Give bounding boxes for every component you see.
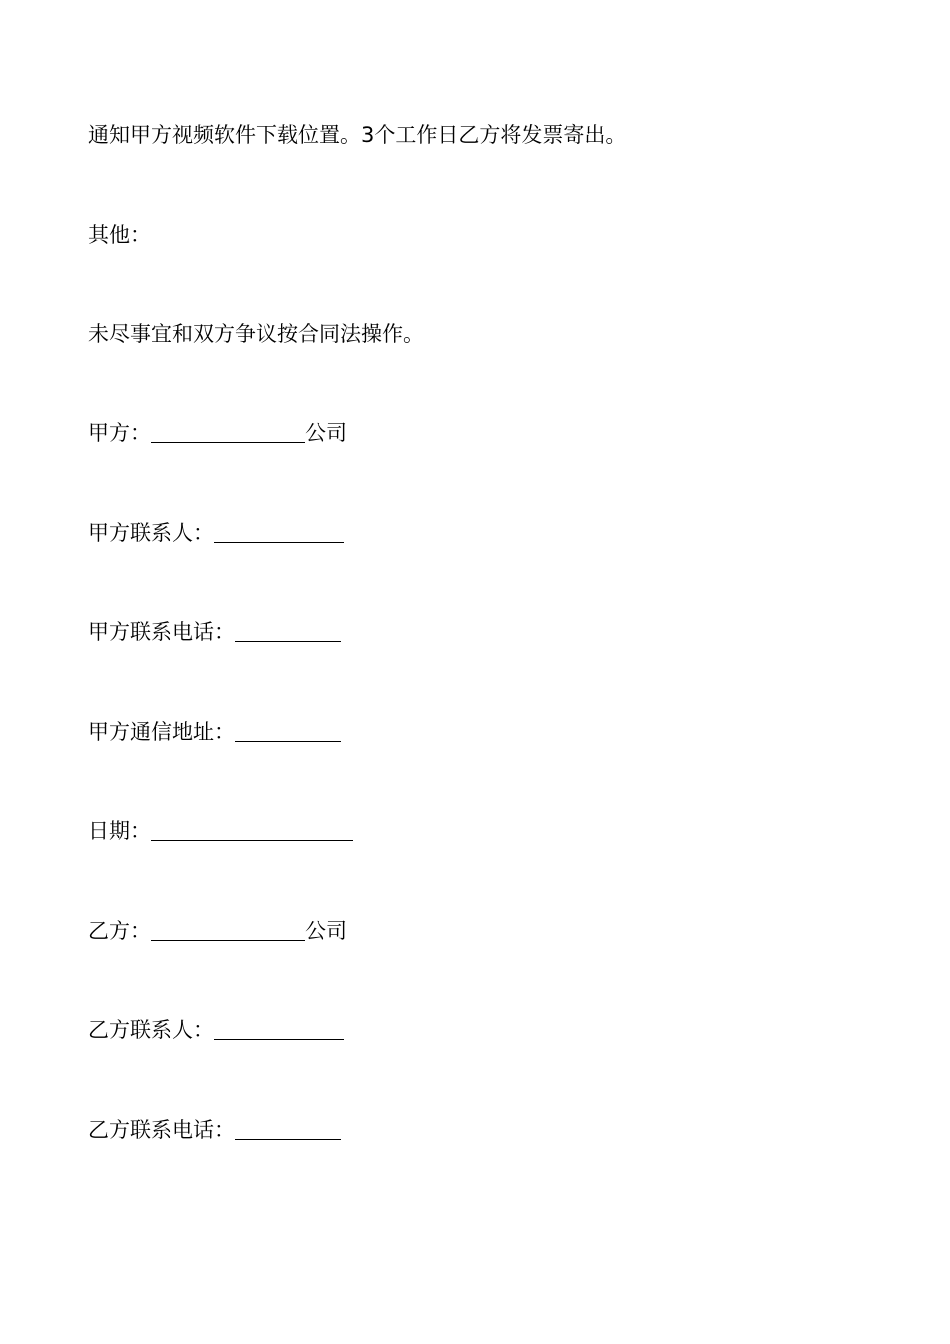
party-b-phone-blank[interactable]: [235, 1117, 341, 1140]
party-a-contact-line: [88, 518, 344, 548]
party-a-label: 甲方：: [88, 421, 151, 445]
paragraph-notice: 通知甲方视频软件下载位置。3个工作日乙方将发票寄出。: [88, 123, 627, 147]
party-a-phone-blank[interactable]: [235, 619, 341, 642]
date-label: 日期：: [88, 819, 151, 843]
party-a-address-line: [88, 717, 341, 747]
paragraph-other-heading: 其他：: [88, 223, 151, 247]
party-b-label: 乙方：: [88, 919, 151, 943]
party-a-contact-blank[interactable]: [214, 520, 344, 543]
party-a-line: [88, 418, 347, 448]
party-b-contact-blank[interactable]: [214, 1017, 344, 1040]
paragraph-dispute: 未尽事宜和双方争议按合同法操作。: [88, 322, 424, 346]
party-a-suffix: 公司: [305, 421, 347, 445]
party-a-address-blank[interactable]: [235, 719, 341, 742]
party-a-contact-label: 甲方联系人：: [88, 521, 214, 545]
party-a-phone-line: [88, 617, 341, 647]
date-line: [88, 816, 353, 846]
party-b-contact-label: 乙方联系人：: [88, 1018, 214, 1042]
party-a-name-blank[interactable]: [151, 420, 305, 443]
party-b-name-blank[interactable]: [151, 918, 305, 941]
party-b-phone-line: [88, 1115, 341, 1145]
date-blank[interactable]: [151, 818, 353, 841]
party-b-suffix: 公司: [305, 919, 347, 943]
party-a-address-label: 甲方通信地址：: [88, 720, 235, 744]
party-a-phone-label: 甲方联系电话：: [88, 620, 235, 644]
party-b-line: [88, 916, 347, 946]
party-b-phone-label: 乙方联系电话：: [88, 1118, 235, 1142]
party-b-contact-line: [88, 1015, 344, 1045]
